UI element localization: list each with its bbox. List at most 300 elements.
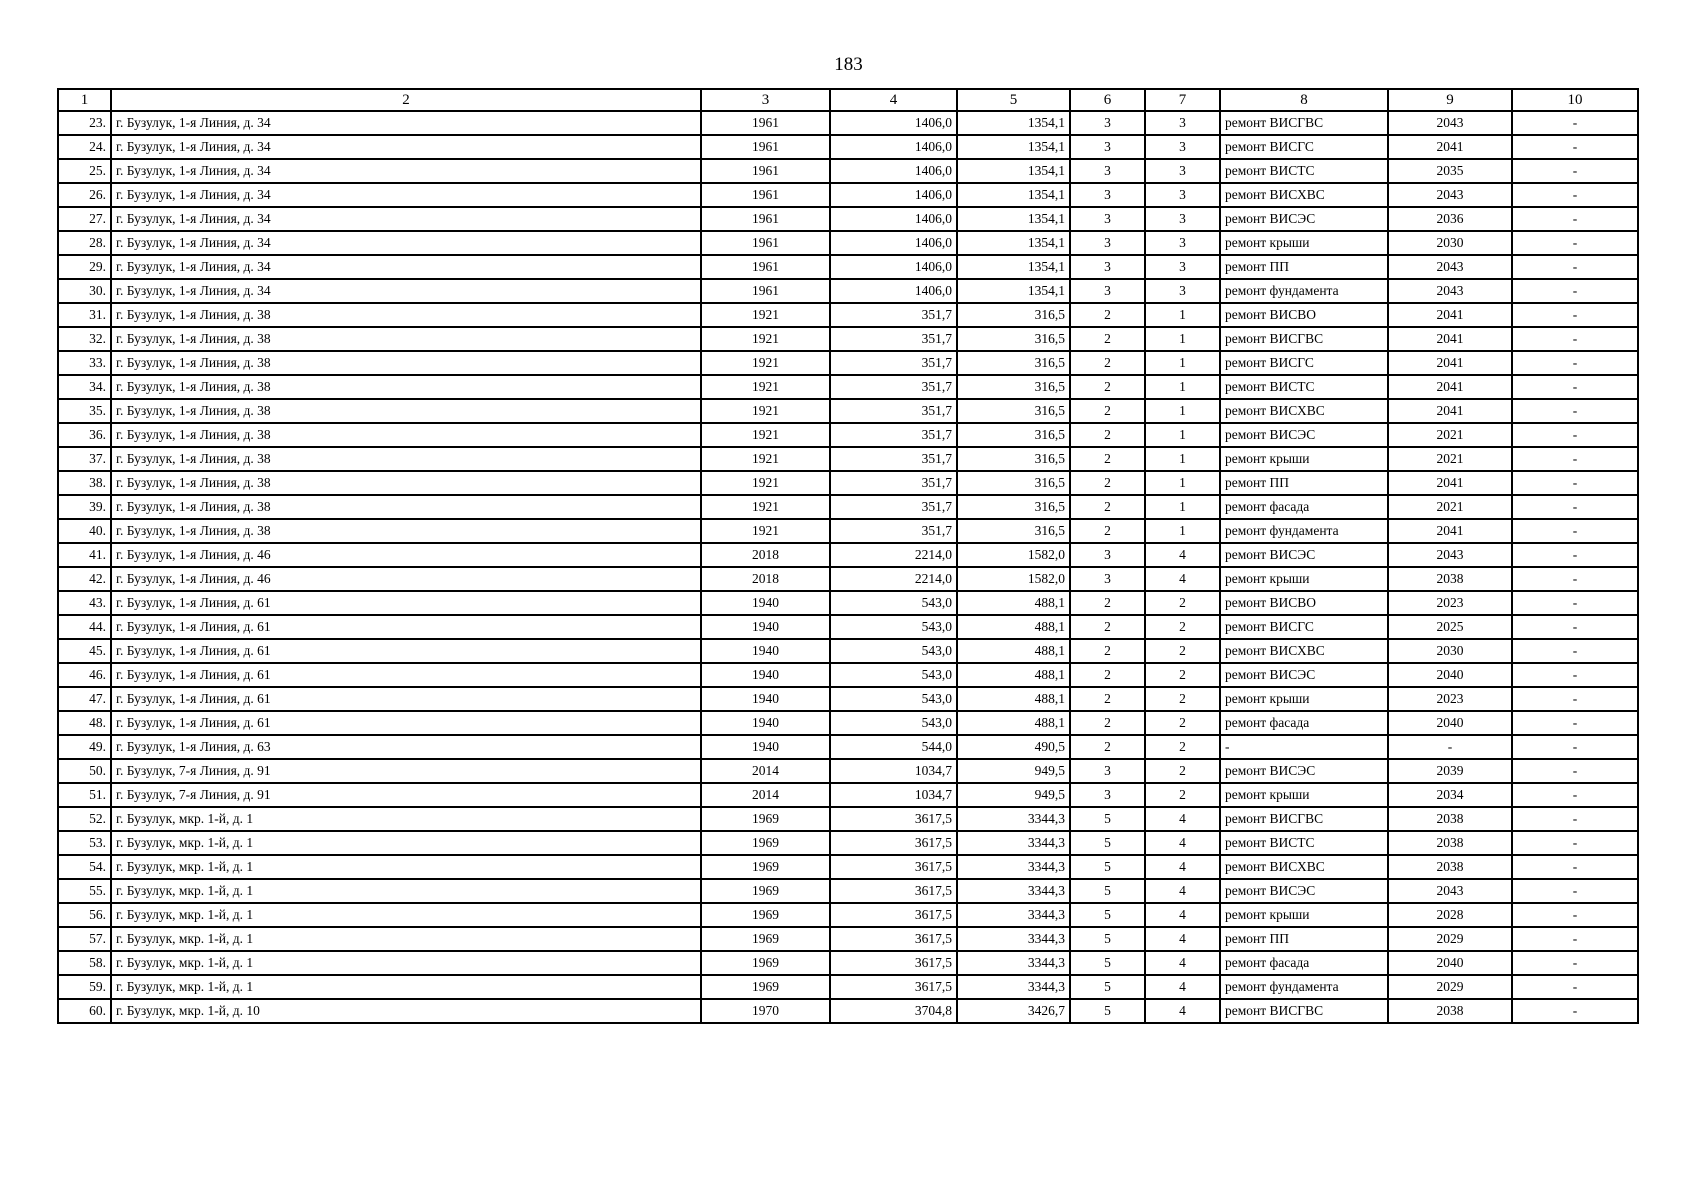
table-cell: г. Бузулук, 1-я Линия, д. 34 xyxy=(111,279,701,303)
table-cell: 3 xyxy=(1145,183,1220,207)
table-cell: 4 xyxy=(1145,927,1220,951)
table-cell: 2 xyxy=(1145,783,1220,807)
table-row xyxy=(58,831,1638,855)
table-cell: 1354,1 xyxy=(957,183,1070,207)
table-cell: - xyxy=(1512,639,1638,663)
table-cell: 1582,0 xyxy=(957,543,1070,567)
table-cell: ремонт ВИСЭС xyxy=(1220,207,1388,231)
table-cell: 543,0 xyxy=(830,639,957,663)
table-cell: 1406,0 xyxy=(830,255,957,279)
table-cell: г. Бузулук, 1-я Линия, д. 38 xyxy=(111,399,701,423)
table-cell: 2041 xyxy=(1388,303,1512,327)
table-cell: 1961 xyxy=(701,111,830,135)
table-cell: 2 xyxy=(1070,687,1145,711)
table-cell: 544,0 xyxy=(830,735,957,759)
table-row xyxy=(58,543,1638,567)
table-row xyxy=(58,159,1638,183)
table-cell: - xyxy=(1512,183,1638,207)
table-cell: 56. xyxy=(58,903,111,927)
table-cell: 1582,0 xyxy=(957,567,1070,591)
table-cell: г. Бузулук, 1-я Линия, д. 34 xyxy=(111,159,701,183)
table-row xyxy=(58,807,1638,831)
table-cell: 2038 xyxy=(1388,567,1512,591)
table-cell: 29. xyxy=(58,255,111,279)
table-cell: 60. xyxy=(58,999,111,1023)
table-cell: 1406,0 xyxy=(830,159,957,183)
table-cell: - xyxy=(1512,543,1638,567)
table-cell: 3 xyxy=(1070,759,1145,783)
table-cell: 1406,0 xyxy=(830,111,957,135)
table-cell: 2021 xyxy=(1388,423,1512,447)
table-cell: 1969 xyxy=(701,831,830,855)
table-cell: 2040 xyxy=(1388,711,1512,735)
table-cell: 3 xyxy=(1070,543,1145,567)
table-cell: г. Бузулук, 1-я Линия, д. 34 xyxy=(111,135,701,159)
table-cell: - xyxy=(1512,903,1638,927)
table-cell: 57. xyxy=(58,927,111,951)
table-cell: - xyxy=(1512,255,1638,279)
table-cell: 23. xyxy=(58,111,111,135)
table-cell: 2021 xyxy=(1388,447,1512,471)
table-cell: 2 xyxy=(1070,447,1145,471)
table-cell: 351,7 xyxy=(830,447,957,471)
table-cell: 1921 xyxy=(701,495,830,519)
table-cell: 44. xyxy=(58,615,111,639)
table-cell: 3 xyxy=(1145,279,1220,303)
table-cell: ремонт ВИСГВС xyxy=(1220,807,1388,831)
table-cell: 3 xyxy=(1145,159,1220,183)
table-cell: г. Бузулук, мкр. 1-й, д. 1 xyxy=(111,831,701,855)
table-cell: 2021 xyxy=(1388,495,1512,519)
table-cell: 2040 xyxy=(1388,663,1512,687)
table-cell: 3 xyxy=(1145,231,1220,255)
table-cell: 3 xyxy=(1070,255,1145,279)
table-cell: 33. xyxy=(58,351,111,375)
table-cell: г. Бузулук, мкр. 1-й, д. 1 xyxy=(111,807,701,831)
table-cell: - xyxy=(1512,231,1638,255)
table-row xyxy=(58,735,1638,759)
table-cell: 1354,1 xyxy=(957,231,1070,255)
table-cell: 2043 xyxy=(1388,111,1512,135)
table-cell: 2 xyxy=(1145,615,1220,639)
table-cell: 2034 xyxy=(1388,783,1512,807)
table-row xyxy=(58,999,1638,1023)
table-cell: - xyxy=(1512,855,1638,879)
table-cell: 1 xyxy=(1145,471,1220,495)
table-cell: 54. xyxy=(58,855,111,879)
table-cell: 543,0 xyxy=(830,615,957,639)
table-cell: 2035 xyxy=(1388,159,1512,183)
table-cell: - xyxy=(1512,399,1638,423)
table-cell: 543,0 xyxy=(830,663,957,687)
table-row xyxy=(58,135,1638,159)
repair-schedule-table xyxy=(57,88,1639,1024)
table-cell: - xyxy=(1512,663,1638,687)
table-cell: ремонт ВИСГС xyxy=(1220,351,1388,375)
table-cell: 316,5 xyxy=(957,423,1070,447)
table-cell: 1921 xyxy=(701,519,830,543)
table-cell: 4 xyxy=(1145,855,1220,879)
table-cell: 1969 xyxy=(701,951,830,975)
table-cell: 1354,1 xyxy=(957,279,1070,303)
table-cell: 2030 xyxy=(1388,639,1512,663)
page-number: 183 xyxy=(834,54,863,75)
table-cell: 3 xyxy=(1070,135,1145,159)
table-cell: 316,5 xyxy=(957,327,1070,351)
table-cell: ремонт ВИСГВС xyxy=(1220,999,1388,1023)
table-cell: 1969 xyxy=(701,903,830,927)
table-cell: ремонт ВИСХВС xyxy=(1220,399,1388,423)
table-cell: 2041 xyxy=(1388,471,1512,495)
table-row xyxy=(58,423,1638,447)
table-cell: 316,5 xyxy=(957,303,1070,327)
table-cell: - xyxy=(1512,711,1638,735)
table-cell: 3617,5 xyxy=(830,807,957,831)
table-cell: 1921 xyxy=(701,351,830,375)
table-cell: 2030 xyxy=(1388,231,1512,255)
table-cell: г. Бузулук, 1-я Линия, д. 61 xyxy=(111,687,701,711)
table-cell: 1 xyxy=(1145,327,1220,351)
table-cell: г. Бузулук, 1-я Линия, д. 34 xyxy=(111,111,701,135)
table-cell: г. Бузулук, 1-я Линия, д. 61 xyxy=(111,663,701,687)
table-cell: г. Бузулук, 1-я Линия, д. 34 xyxy=(111,255,701,279)
table-cell: 1 xyxy=(1145,447,1220,471)
table-cell: г. Бузулук, 1-я Линия, д. 38 xyxy=(111,423,701,447)
table-cell: 2214,0 xyxy=(830,543,957,567)
table-cell: ремонт крыши xyxy=(1220,903,1388,927)
table-cell: 45. xyxy=(58,639,111,663)
table-row xyxy=(58,711,1638,735)
table-cell: 3344,3 xyxy=(957,975,1070,999)
table-cell: ремонт ВИСГС xyxy=(1220,135,1388,159)
table-cell: - xyxy=(1512,351,1638,375)
column-header: 5 xyxy=(957,89,1070,111)
table-cell: г. Бузулук, 1-я Линия, д. 38 xyxy=(111,471,701,495)
table-cell: 949,5 xyxy=(957,759,1070,783)
table-cell: 5 xyxy=(1070,903,1145,927)
table-cell: - xyxy=(1512,519,1638,543)
table-cell: 1406,0 xyxy=(830,279,957,303)
table-cell: 1969 xyxy=(701,975,830,999)
table-cell: 1969 xyxy=(701,807,830,831)
table-cell: - xyxy=(1388,735,1512,759)
table-cell: 3617,5 xyxy=(830,951,957,975)
table-cell: - xyxy=(1512,135,1638,159)
column-header: 6 xyxy=(1070,89,1145,111)
table-cell: 3344,3 xyxy=(957,951,1070,975)
table-cell: 50. xyxy=(58,759,111,783)
table-cell: г. Бузулук, мкр. 1-й, д. 1 xyxy=(111,927,701,951)
table-cell: 1921 xyxy=(701,399,830,423)
table-cell: 1 xyxy=(1145,423,1220,447)
table-cell: ремонт крыши xyxy=(1220,687,1388,711)
table-cell: ремонт крыши xyxy=(1220,231,1388,255)
table-cell: 1961 xyxy=(701,159,830,183)
table-cell: 488,1 xyxy=(957,711,1070,735)
table-cell: г. Бузулук, 1-я Линия, д. 63 xyxy=(111,735,701,759)
table-cell: 1961 xyxy=(701,183,830,207)
table-cell: 4 xyxy=(1145,951,1220,975)
table-cell: - xyxy=(1512,999,1638,1023)
table-cell: г. Бузулук, мкр. 1-й, д. 1 xyxy=(111,975,701,999)
table-cell: 25. xyxy=(58,159,111,183)
table-cell: 3 xyxy=(1070,207,1145,231)
table-cell: 2023 xyxy=(1388,591,1512,615)
table-cell: 949,5 xyxy=(957,783,1070,807)
table-cell: 28. xyxy=(58,231,111,255)
table-cell: 41. xyxy=(58,543,111,567)
table-row xyxy=(58,375,1638,399)
table-row xyxy=(58,207,1638,231)
table-cell: 1961 xyxy=(701,255,830,279)
table-cell: - xyxy=(1512,303,1638,327)
table-cell: 2023 xyxy=(1388,687,1512,711)
table-cell: ремонт ВИСЭС xyxy=(1220,543,1388,567)
table-cell: 5 xyxy=(1070,855,1145,879)
table-cell: - xyxy=(1512,951,1638,975)
table-cell: ремонт ВИСТС xyxy=(1220,375,1388,399)
table-cell: 351,7 xyxy=(830,351,957,375)
table-cell: 3 xyxy=(1145,111,1220,135)
table-cell: - xyxy=(1512,783,1638,807)
table-cell: ремонт фундамента xyxy=(1220,975,1388,999)
table-cell: 5 xyxy=(1070,807,1145,831)
table-row xyxy=(58,231,1638,255)
table-row xyxy=(58,927,1638,951)
table-row xyxy=(58,519,1638,543)
table-cell: ремонт ВИСТС xyxy=(1220,831,1388,855)
table-row xyxy=(58,975,1638,999)
table-cell: ремонт фундамента xyxy=(1220,519,1388,543)
table-cell: - xyxy=(1512,687,1638,711)
table-cell: 2 xyxy=(1070,303,1145,327)
table-row xyxy=(58,183,1638,207)
table-cell: 3426,7 xyxy=(957,999,1070,1023)
table-cell: 316,5 xyxy=(957,351,1070,375)
table-cell: ремонт фасада xyxy=(1220,711,1388,735)
table-row xyxy=(58,447,1638,471)
table-cell: - xyxy=(1512,591,1638,615)
table-row xyxy=(58,111,1638,135)
table-cell: 2 xyxy=(1145,735,1220,759)
table-row xyxy=(58,855,1638,879)
table-row xyxy=(58,759,1638,783)
table-cell: 1354,1 xyxy=(957,159,1070,183)
table-cell: 316,5 xyxy=(957,495,1070,519)
table-cell: г. Бузулук, 7-я Линия, д. 91 xyxy=(111,783,701,807)
table-cell: 4 xyxy=(1145,879,1220,903)
table-cell: 58. xyxy=(58,951,111,975)
table-cell: 1034,7 xyxy=(830,783,957,807)
table-cell: - xyxy=(1220,735,1388,759)
table-cell: 3344,3 xyxy=(957,903,1070,927)
table-cell: - xyxy=(1512,471,1638,495)
table-cell: ремонт ВИСХВС xyxy=(1220,183,1388,207)
table-cell: - xyxy=(1512,423,1638,447)
table-cell: г. Бузулук, 1-я Линия, д. 61 xyxy=(111,711,701,735)
table-cell: 351,7 xyxy=(830,423,957,447)
table-cell: 3617,5 xyxy=(830,975,957,999)
table-cell: 1 xyxy=(1145,375,1220,399)
table-cell: 2 xyxy=(1070,351,1145,375)
table-cell: 26. xyxy=(58,183,111,207)
table-cell: 3617,5 xyxy=(830,903,957,927)
table-cell: г. Бузулук, 1-я Линия, д. 34 xyxy=(111,231,701,255)
table-cell: 5 xyxy=(1070,831,1145,855)
table-cell: 1 xyxy=(1145,519,1220,543)
table-cell: - xyxy=(1512,879,1638,903)
table-cell: 2 xyxy=(1145,687,1220,711)
table-cell: 24. xyxy=(58,135,111,159)
table-cell: 3 xyxy=(1070,783,1145,807)
table-cell: 2 xyxy=(1070,375,1145,399)
table-cell: 2 xyxy=(1070,663,1145,687)
table-cell: 2038 xyxy=(1388,807,1512,831)
table-cell: 1969 xyxy=(701,855,830,879)
table-cell: г. Бузулук, мкр. 1-й, д. 1 xyxy=(111,855,701,879)
table-cell: 1940 xyxy=(701,639,830,663)
table-cell: 2 xyxy=(1145,711,1220,735)
table-cell: ремонт ВИСГС xyxy=(1220,615,1388,639)
table-cell: 1969 xyxy=(701,879,830,903)
column-header: 7 xyxy=(1145,89,1220,111)
table-cell: г. Бузулук, 1-я Линия, д. 38 xyxy=(111,519,701,543)
table-cell: 51. xyxy=(58,783,111,807)
table-cell: 1 xyxy=(1145,303,1220,327)
table-cell: - xyxy=(1512,735,1638,759)
table-cell: - xyxy=(1512,975,1638,999)
table-cell: 3617,5 xyxy=(830,927,957,951)
table-row xyxy=(58,591,1638,615)
table-cell: г. Бузулук, 1-я Линия, д. 34 xyxy=(111,207,701,231)
table-cell: 3 xyxy=(1070,231,1145,255)
table-cell: 543,0 xyxy=(830,591,957,615)
table-cell: 316,5 xyxy=(957,375,1070,399)
table-cell: г. Бузулук, 1-я Линия, д. 38 xyxy=(111,303,701,327)
table-cell: 1940 xyxy=(701,663,830,687)
table-cell: ремонт ВИСЭС xyxy=(1220,759,1388,783)
table-cell: 1921 xyxy=(701,303,830,327)
table-cell: 1921 xyxy=(701,447,830,471)
table-row xyxy=(58,399,1638,423)
table-cell: 3 xyxy=(1070,279,1145,303)
table-cell: 1940 xyxy=(701,711,830,735)
table-cell: - xyxy=(1512,111,1638,135)
table-cell: - xyxy=(1512,279,1638,303)
table-row xyxy=(58,639,1638,663)
table-cell: г. Бузулук, 1-я Линия, д. 38 xyxy=(111,351,701,375)
table-cell: 1354,1 xyxy=(957,111,1070,135)
table-cell: 1 xyxy=(1145,351,1220,375)
table-cell: 2 xyxy=(1070,423,1145,447)
table-row xyxy=(58,783,1638,807)
table-cell: 2041 xyxy=(1388,135,1512,159)
table-cell: 34. xyxy=(58,375,111,399)
table-cell: 2038 xyxy=(1388,999,1512,1023)
table-cell: 3617,5 xyxy=(830,855,957,879)
table-cell: 2041 xyxy=(1388,399,1512,423)
table-row xyxy=(58,615,1638,639)
table-cell: 1921 xyxy=(701,471,830,495)
table-cell: 3 xyxy=(1070,183,1145,207)
table-cell: 2038 xyxy=(1388,855,1512,879)
column-header: 10 xyxy=(1512,89,1638,111)
table-cell: 5 xyxy=(1070,879,1145,903)
table-cell: - xyxy=(1512,567,1638,591)
table-cell: - xyxy=(1512,159,1638,183)
table-cell: 1940 xyxy=(701,615,830,639)
table-cell: 2025 xyxy=(1388,615,1512,639)
table-cell: 42. xyxy=(58,567,111,591)
table-cell: ремонт крыши xyxy=(1220,783,1388,807)
table-cell: 1406,0 xyxy=(830,207,957,231)
table-cell: 2 xyxy=(1070,615,1145,639)
table-cell: 1406,0 xyxy=(830,135,957,159)
table-cell: 1940 xyxy=(701,591,830,615)
table-cell: ремонт ПП xyxy=(1220,255,1388,279)
table-cell: 351,7 xyxy=(830,519,957,543)
table-row xyxy=(58,255,1638,279)
table-cell: 351,7 xyxy=(830,327,957,351)
header-row xyxy=(58,89,1638,111)
table-cell: 2036 xyxy=(1388,207,1512,231)
table-cell: 2041 xyxy=(1388,519,1512,543)
table-cell: ремонт крыши xyxy=(1220,567,1388,591)
table-cell: 316,5 xyxy=(957,519,1070,543)
table-cell: г. Бузулук, 7-я Линия, д. 91 xyxy=(111,759,701,783)
table-cell: 3 xyxy=(1070,159,1145,183)
table-cell: 488,1 xyxy=(957,663,1070,687)
table-cell: 52. xyxy=(58,807,111,831)
table-row xyxy=(58,663,1638,687)
table-cell: 38. xyxy=(58,471,111,495)
table-row xyxy=(58,303,1638,327)
table-cell: 2 xyxy=(1070,639,1145,663)
table-cell: 4 xyxy=(1145,567,1220,591)
table-cell: 1961 xyxy=(701,207,830,231)
table-cell: 35. xyxy=(58,399,111,423)
table-cell: 5 xyxy=(1070,951,1145,975)
table-cell: ремонт ВИСЭС xyxy=(1220,879,1388,903)
table-row xyxy=(58,951,1638,975)
table-cell: 351,7 xyxy=(830,495,957,519)
table-cell: г. Бузулук, мкр. 1-й, д. 10 xyxy=(111,999,701,1023)
table-cell: 37. xyxy=(58,447,111,471)
table-cell: 3617,5 xyxy=(830,831,957,855)
table-cell: 543,0 xyxy=(830,711,957,735)
table-cell: 3344,3 xyxy=(957,879,1070,903)
table-cell: 3 xyxy=(1070,111,1145,135)
table-row xyxy=(58,687,1638,711)
table-cell: 4 xyxy=(1145,975,1220,999)
table-cell: 47. xyxy=(58,687,111,711)
table-cell: 39. xyxy=(58,495,111,519)
table-cell: 2040 xyxy=(1388,951,1512,975)
table-cell: - xyxy=(1512,207,1638,231)
table-cell: 1 xyxy=(1145,399,1220,423)
table-cell: - xyxy=(1512,759,1638,783)
table-cell: ремонт ВИСГВС xyxy=(1220,327,1388,351)
table-cell: 1921 xyxy=(701,375,830,399)
table-row xyxy=(58,327,1638,351)
table-cell: 1354,1 xyxy=(957,255,1070,279)
column-header: 9 xyxy=(1388,89,1512,111)
table-cell: ремонт ВИСТС xyxy=(1220,159,1388,183)
table-cell: 1406,0 xyxy=(830,231,957,255)
table-cell: 2043 xyxy=(1388,183,1512,207)
table-cell: 2018 xyxy=(701,543,830,567)
table-cell: 48. xyxy=(58,711,111,735)
